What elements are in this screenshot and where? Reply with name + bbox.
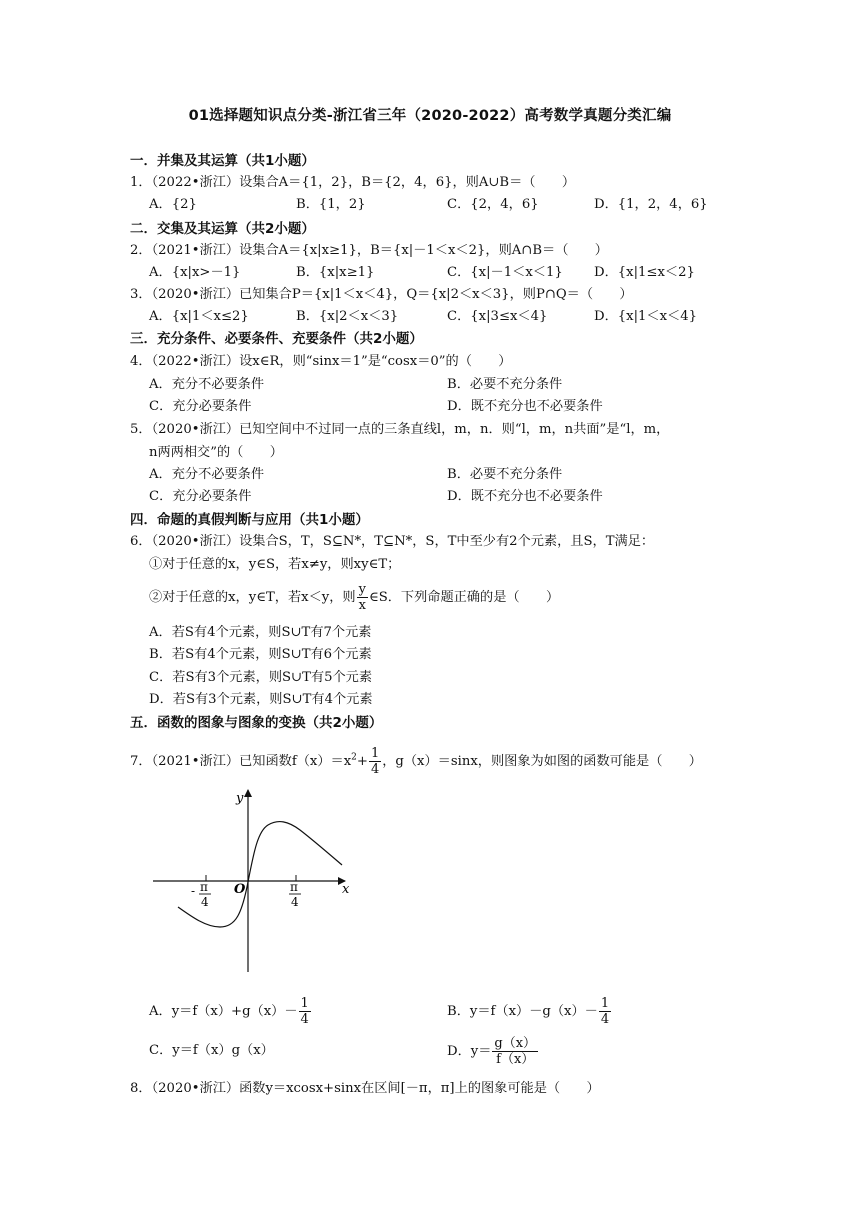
question-1-option-b: B．{1，2}	[296, 197, 366, 212]
one-quarter-fraction: $\frac{1}{4}$	[370, 746, 380, 777]
function-curve	[178, 822, 342, 927]
question-5-option-a: A．充分不必要条件	[149, 467, 265, 482]
question-5-stem-line-2: n两两相交”的（ ）	[149, 445, 283, 460]
section-heading-4: 四．命题的真假判断与应用（共1小题）	[130, 512, 369, 528]
question-5-stem-line-1: 5．（2020•浙江）已知空间中不过同一点的三条直线l，m，n．则“l，m，n共面”是“l，m，	[130, 422, 670, 437]
question-4-option-d: D．既不充分也不必要条件	[447, 399, 603, 414]
question-1-stem: 1．（2022•浙江）设集合A＝{1，2}，B＝{2，4，6}，则A∪B＝（ ）	[130, 175, 576, 190]
question-7-option-c: C．y＝f（x）g（x）	[149, 1043, 274, 1058]
question-3-option-b: B．{x|2＜x＜3}	[296, 309, 399, 324]
question-1-option-d: D．{1，2，4，6}	[594, 197, 708, 212]
question-3-option-c: C．{x|3≤x＜4}	[447, 309, 548, 324]
question-8-stem: 8．（2020•浙江）函数y＝xcosx+sinx在区间[－π，π]上的图象可能是（ ）	[130, 1081, 600, 1096]
question-7-option-b: B．y＝f（x）－g（x）－ $\frac{1}{4}$	[447, 996, 610, 1027]
question-5-option-d: D．既不充分也不必要条件	[447, 489, 603, 504]
section-heading-5: 五．函数的图象与图象的变换（共2小题）	[130, 715, 383, 731]
question-6-option-d: D．若S有3个元素，则S∪T有4个元素	[149, 692, 373, 707]
question-5-option-b: B．必要不充分条件	[447, 467, 563, 482]
origin-label: O	[234, 882, 246, 897]
question-4-option-a: A．充分不必要条件	[149, 377, 265, 392]
question-2-option-c: C．{x|－1＜x＜1}	[447, 265, 563, 280]
neg-four: 4	[201, 895, 209, 909]
question-2-option-b: B．{x|x≥1}	[296, 265, 375, 280]
y-axis-label: y	[236, 791, 244, 806]
condition-2-text-b: ∈S．下列命题正确的是（ ）	[368, 590, 560, 605]
question-4-option-c: C．充分必要条件	[149, 399, 252, 414]
pos-four: 4	[291, 895, 299, 909]
pos-pi: π	[290, 880, 298, 894]
question-2-option-d: D．{x|1≤x＜2}	[594, 265, 695, 280]
section-heading-1: 一．并集及其运算（共1小题）	[130, 153, 315, 169]
question-2-option-a: A．{x|x>－1}	[149, 265, 241, 280]
section-heading-2: 二．交集及其运算（共2小题）	[130, 221, 315, 237]
question-6-option-a: A．若S有4个元素，则S∪T有7个元素	[149, 625, 372, 640]
question-7-stem: 7．（2021•浙江）已知函数$f(x)=x^2+$ $\frac{1}{4}$ ，g（x）＝sinx，则图象为如图的函数可能是（ ）	[130, 746, 702, 777]
section-heading-3: 三．充分条件、必要条件、充要条件（共2小题）	[130, 331, 423, 347]
document-title: 01选择题知识点分类-浙江省三年（2020-2022）高考数学真题分类汇编	[188, 108, 672, 124]
question-7-graph	[150, 785, 360, 975]
question-7-option-a: A．y＝f（x）+g（x）－ $\frac{1}{4}$	[149, 996, 309, 1027]
question-6-condition-1: ①对于任意的x，y∈S，若x≠y，则xy∈T；	[149, 557, 401, 572]
question-6-stem: 6．（2020•浙江）设集合S，T，S⊆N*，T⊆N*，S，T中至少有2个元素，且S，T满足：	[130, 534, 655, 549]
question-6-condition-2	[149, 582, 559, 613]
question-2-stem: 2．（2021•浙江）设集合A＝{x|x≥1}，B＝{x|－1＜x＜2}，则A∩B＝（ ）	[130, 243, 608, 258]
question-4-stem: 4．（2022•浙江）设x∈R，则“sinx＝1”是“cosx＝0”的（ ）	[130, 354, 512, 369]
question-1-option-c: C．{2，4，6}	[447, 197, 539, 212]
question-4-option-b: B．必要不充分条件	[447, 377, 563, 392]
question-6-option-c: C．若S有3个元素，则S∪T有5个元素	[149, 670, 373, 685]
neg-pi: π	[200, 880, 208, 894]
question-7-option-d: D．y＝ $\frac{g(x)}{f(x)}$	[447, 1036, 537, 1067]
y-over-x-fraction: $\frac{y}{x}$	[358, 582, 366, 613]
question-3-option-a: A．{x|1＜x≤2}	[149, 309, 249, 324]
question-3-option-d: D．{x|1＜x＜4}	[594, 309, 698, 324]
neg-sign: -	[191, 884, 196, 898]
question-3-stem: 3．（2020•浙江）已知集合P＝{x|1＜x＜4}，Q＝{x|2＜x＜3}，则P∩Q＝（ ）	[130, 287, 633, 302]
x-axis-label: x	[342, 882, 350, 897]
condition-2-text-a: ②对于任意的x，y∈T，若x＜y，则	[149, 590, 356, 605]
question-6-option-b: B．若S有4个元素，则S∪T有6个元素	[149, 647, 372, 662]
question-5-option-c: C．充分必要条件	[149, 489, 252, 504]
question-1-option-a: A．{2}	[149, 197, 197, 212]
